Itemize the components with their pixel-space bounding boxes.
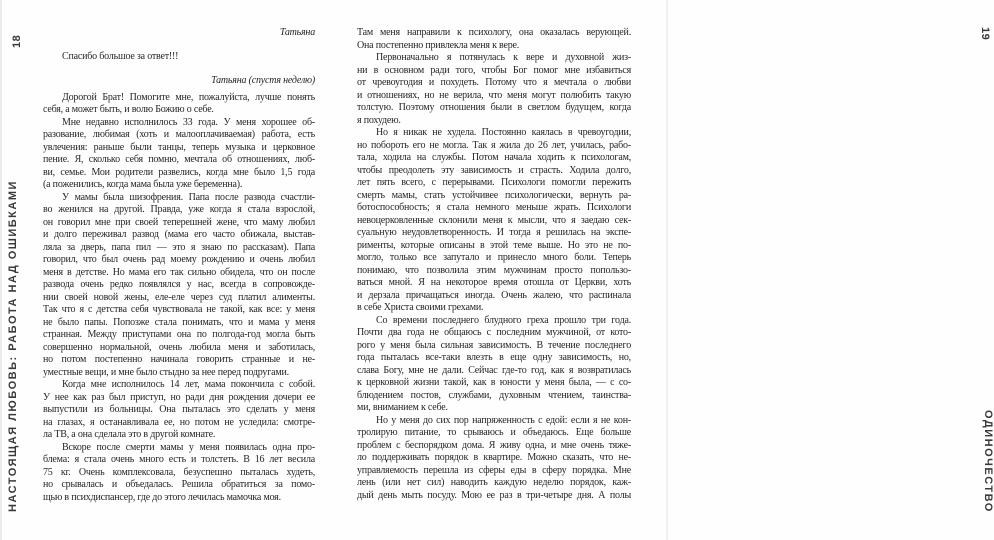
text-line: (а поженились, когда мама была уже беременна). [43, 179, 243, 190]
text-line: и дерзала причащаться иногда. Очень жалею, что распинала [357, 289, 631, 301]
text-line: У нее как раз был приступ, но ради дня рождения дочери ее [43, 391, 315, 403]
paragraph [43, 117, 315, 192]
paragraph [43, 442, 315, 505]
text-line: ни в основном ради того, чтобы Бог помог мне избавиться [357, 64, 631, 76]
paragraph [43, 379, 315, 442]
text-line: могло, только все запутало и принесло много боли. Теперь [357, 252, 631, 263]
text-line: Она постепенно привлекла меня к вере. [357, 39, 520, 51]
chapter-title-vertical: ОДИНОЧЕСТВО [982, 410, 994, 513]
text-line: щью в психдиспансер, где до этого лечилась мамочка моя. [43, 491, 281, 503]
paragraph [43, 192, 315, 380]
page-18-text-block [43, 27, 315, 504]
text-line: Дорогой Брат! Помогите мне, пожалуйста, лучше понять [62, 91, 315, 103]
text-line: У мамы была шизофрения. Папа после развода счастли- [62, 191, 315, 203]
text-line: и долго переживал развод (мама его часто обижала, выстав- [43, 229, 315, 240]
text-line: суальную неудовлетворенность. И тогда я решилась на экспе- [357, 227, 631, 238]
text-line: и отношениях, но не верила, что меня могут полюбить такую [357, 89, 631, 101]
text-line: на глазах, я останавливала ее, но потом не уследила: смотре- [43, 416, 315, 428]
text-line: Но я никак не худела. Постоянно каялась в чревоугодии, [376, 127, 631, 138]
text-line: блема: я стала очень много есть и толстеть. В 16 лет весила [43, 454, 315, 465]
text-line: Когда мне исполнилось 14 лет, мама покончила с собой. [62, 379, 315, 390]
text-line: к церковной жизни такой, как в юности у меня была, — с со- [357, 377, 631, 388]
text-line: пение. Я, сколько себя помню, мечтала об отношениях, люб- [43, 154, 315, 165]
text-line: толстую. Поэтому отношения были в светлом будущем, когда [357, 102, 631, 113]
page-number-right: 19 [979, 27, 991, 41]
text-line: Мне недавно исполнилось 33 года. У меня хорошее об- [62, 116, 315, 128]
paragraph [357, 27, 631, 52]
text-line: Со времени последнего блудного греха прошло три года. [376, 314, 631, 326]
text-line: лет пять всего, с перерывами. Психологи помогли пережить [357, 177, 631, 188]
text-line: меня в детстве. Но мама его так сильно обидела, что он после [43, 266, 315, 278]
page-19-text-block [357, 27, 631, 502]
text-line: управляемость перешла из сферы еды в сферу порядка. Мне [357, 464, 631, 476]
text-line: смерть мамы, стать устойчивее психологически, вернуть ра- [357, 189, 631, 201]
text-line: в себе Христа своими грехами. [357, 302, 484, 313]
text-line: ляла за дверь, папа пил — это я знаю по рассказам). Папа [43, 241, 315, 253]
text-line: Вскоре после смерти мамы у меня появилась одна про- [62, 441, 315, 453]
text-line: проблем с беспорядком дома. Я живу одна, и мне очень тяже- [357, 439, 631, 451]
text-line: ботоспособность; я стала немного меньше жрать. Психологи [357, 202, 631, 213]
text-line: говорил, что был очень рад моему рождению и очень любил [43, 254, 315, 265]
text-line: но побороть его не могла. Так я жила до 26 лет, училась, рабо- [357, 139, 631, 151]
text-line: лень (или нет сил) наводить каждую неделю порядок, каж- [357, 477, 631, 488]
text-line: я похудею. [357, 114, 401, 126]
paragraph [357, 315, 631, 415]
signature-line: Татьяна (спустя неделю) [211, 75, 315, 86]
text-line: Так что я с детства себя чувствовала не такой, как все: у меня [43, 304, 315, 315]
text-line: 75 кг. Очень комплексовала, безуспешно пыталась худеть, [43, 466, 315, 478]
text-line: разование, любимая (хоть и малооплачиваемая) работа, есть [43, 129, 315, 140]
text-line: ви, семье. Мои родители развелись, когда мне было 1,5 года [43, 166, 315, 178]
page-18 [0, 0, 334, 540]
page-number-left: 18 [11, 34, 23, 48]
standalone-line: Спасибо большое за ответ!!! [62, 50, 179, 62]
text-line: увлечения: раньше были танцы, теперь музыка и церковное [43, 141, 315, 153]
text-line: выпустили из больницы. Она пыталась это сделать у меня [43, 404, 315, 415]
text-line: тала, ходила на службы. Потом начала ходить к психологам, [357, 152, 631, 163]
signature-line: Татьяна [279, 27, 315, 38]
paragraph [43, 92, 315, 117]
text-line: уместные вещи, и мне было стыдно за нее перед подругами. [43, 366, 289, 378]
text-line: он говорил мне при своей теперешней жене, что маму любил [43, 216, 315, 228]
text-line: блюдением постов, службами, духовным чтением, таинства- [357, 389, 631, 401]
text-line: во женился на другой. Правда, уже когда я стала взрослой, [43, 204, 315, 215]
text-line: чтобы преодолеть эту зависимость и страсть. Ходила долго, [357, 164, 631, 176]
text-line: совершенно нормальной, очень любила меня и заботилась, [43, 341, 315, 353]
text-line: от чревоугодия и похудеть. Потому что я мечтала о любви [357, 77, 631, 88]
text-line: невоцерковленные склонили меня к мысли, что я заедаю сек- [357, 214, 631, 226]
text-line: не было папы. Попозже стала понимать, что и мама у меня [43, 316, 315, 328]
text-line: Почти два года не общаюсь с последним мужчиной, от кото- [357, 327, 631, 338]
text-line: слава Богу, мне не дали. Сейчас где-то год, как я возвратилась [357, 364, 631, 376]
text-line: тролирую питание, то срываюсь и объедаюсь. Еще больше [357, 427, 631, 438]
text-line: Там меня направили к психологу, она оказалась верующей. [357, 27, 631, 38]
text-line: нии своей новой жены, еле-еле через суд платил алименты. [43, 291, 315, 303]
text-line: ваться мной. Я на некоторое время отошла от Церкви, хоть [357, 277, 631, 288]
text-line: ло поддерживать порядок в квартире. Можно сказать, что не- [357, 452, 631, 463]
text-line: года пыталась все-таки влезть в еще одну зависимость, но, [357, 352, 631, 363]
text-line: но срывалась и объедалась. Решила обратиться за помо- [43, 479, 315, 490]
text-line: развода очень редко появлялся у нас, всегда в сопровожде- [43, 279, 315, 290]
text-line: ла ТВ, а она сделала это в другой комнате. [43, 429, 216, 440]
text-line: ми, вниманием к себе. [357, 402, 448, 413]
paragraph [357, 415, 631, 503]
paragraph [357, 52, 631, 127]
text-line: Но у меня до сих пор напряженность с едой: если я не кон- [376, 414, 631, 426]
page-19 [334, 0, 994, 540]
text-line: понимаю, что позволила этим мужчинам просто попользо- [357, 264, 631, 276]
book-title-vertical: НАСТОЯЩАЯ ЛЮБОВЬ: РАБОТА НАД ОШИБКАМИ [7, 180, 19, 512]
text-line: рого у меня была сильная зависимость. В течение последнего [357, 339, 631, 351]
text-line: но потом постепенно начинала говорить странные и не- [43, 354, 315, 365]
text-line: Первоначально я потянулась к вере и духовной жиз- [376, 52, 631, 63]
text-line: себя, а может быть, и волю Божию о себе. [43, 104, 214, 115]
paragraph [357, 127, 631, 315]
text-line: дый день мыть посуду. Мою ее раз в три-четыре дня. А полы [357, 489, 631, 501]
text-line: рименты, которые описаны в этой теме выше. Но это не по- [357, 239, 631, 251]
text-line: странная. Между приступами она по полгода-год могла быть [43, 329, 315, 340]
